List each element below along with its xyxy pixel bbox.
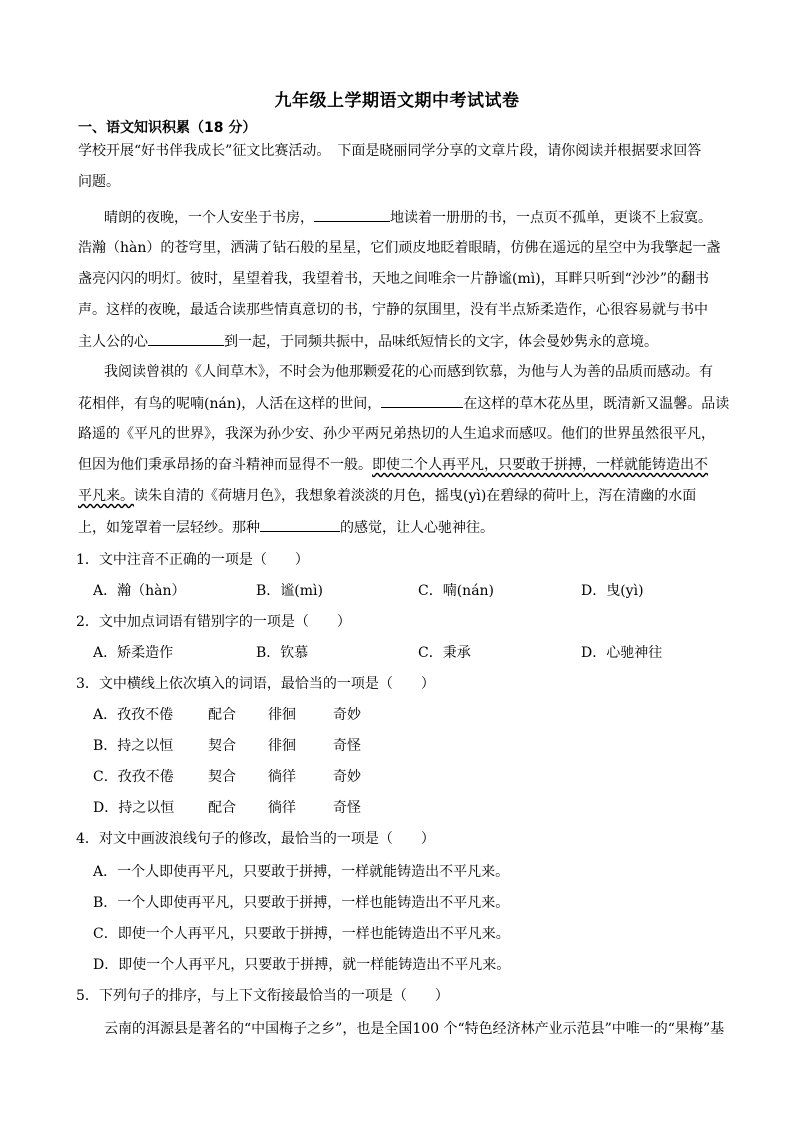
answer-option[interactable]: C．秉承 xyxy=(418,645,471,661)
intro-line: 学校开展“好书伴我成长”征文比赛活动。 下面是晓丽同学分享的文章片段，请你阅读并根据要求回答 xyxy=(78,143,702,159)
passage-text: 的感觉，让人心驰神往。 xyxy=(340,520,494,536)
passage-line: 我阅读曾祺的《人间草木》，不时会为他那颗爱花的心而感到钦慕，为他与人为善的品质而感动。有 xyxy=(104,364,713,380)
question-stem: 4．对文中画波浪线句子的修改，最恰当的一项是（ ） xyxy=(76,831,435,847)
fill-blank xyxy=(381,393,463,408)
option-word: 配合 xyxy=(208,707,236,723)
question-stem: 5．下列句子的排序，与上下文衔接最恰当的一项是（ ） xyxy=(76,988,449,1004)
passage-text: 在这样的草木花丛里，既清新又温馨。品读 xyxy=(463,396,730,412)
passage-line xyxy=(104,207,712,228)
question-stem: 3．文中横线上依次填入的词语，最恰当的一项是（ ） xyxy=(76,676,435,692)
passage-line: 浩瀚（hàn）的苍穹里，洒满了钻石般的星星，它们顽皮地眨着眼睛，仿佛在遥远的星空中为我擎起一盏 xyxy=(78,240,721,256)
answer-option[interactable]: B．谧(mì) xyxy=(256,583,323,599)
passage-line xyxy=(78,331,658,352)
section-heading: 一、语文知识积累（18 分） xyxy=(78,120,257,136)
passage-text: 地读着一册册的书，一点页不孤单，更谈不上寂寞。 xyxy=(390,210,712,226)
passage-line xyxy=(78,517,494,538)
passage-text: 晴朗的夜晚，一个人安坐于书房， xyxy=(104,210,314,226)
answer-option[interactable]: A．瀚（hàn） xyxy=(93,583,186,599)
answer-option-row[interactable] xyxy=(93,736,361,756)
option-word: 徜徉 xyxy=(268,800,296,816)
question-stem: 2．文中加点词语有错别字的一项是（ ） xyxy=(76,614,351,630)
answer-option[interactable]: C．喃(nán) xyxy=(418,583,495,599)
option-word: D．持之以恒 xyxy=(93,800,175,816)
page-title: 九年级上学期语文期中考试试卷 xyxy=(274,91,520,111)
option-word: B．持之以恒 xyxy=(93,738,174,754)
option-word: 奇怪 xyxy=(333,800,361,816)
option-word: 奇怪 xyxy=(333,738,361,754)
fill-blank xyxy=(314,207,390,222)
wavy-underlined-sentence: 即使二个人再平凡，只要敢于拼搏，一样就能铸造出不 xyxy=(372,457,708,473)
passage-text: 主人公的心 xyxy=(78,334,148,350)
option-word: 配合 xyxy=(208,800,236,816)
answer-option-row[interactable] xyxy=(93,798,361,818)
passage-text: 但因为他们秉承昂扬的奋斗精神而显得不一般。 xyxy=(78,457,372,473)
passage-line xyxy=(78,393,729,414)
answer-option[interactable]: B．钦慕 xyxy=(256,645,309,661)
option-word: A．孜孜不倦 xyxy=(93,707,174,723)
passage-text: 到一起，于同频共振中，品味纸短情长的文字，体会曼妙隽永的意境。 xyxy=(224,334,658,350)
passage-text: 读朱自清的《荷塘月色》，我想象着淡淡的月色，摇曳(yì)在碧绿的荷叶上，泻在清幽的水面 xyxy=(134,488,697,504)
answer-option-row[interactable] xyxy=(93,705,361,725)
question-stem: 1．文中注音不正确的一项是（ ） xyxy=(76,552,309,568)
passage-line: 云南的洱源县是著名的“中国梅子之乡”，也是全国100 个“特色经济林产业示范县”中唯一的“果梅”基 xyxy=(104,1021,725,1037)
option-word: 奇妙 xyxy=(333,769,361,785)
passage-text: 花相伴，有鸟的呢喃(nán)，人活在这样的世间， xyxy=(78,396,382,412)
passage-text: 上，如笼罩着一层轻纱。那种 xyxy=(78,520,260,536)
option-word: 契合 xyxy=(208,738,236,754)
answer-option[interactable]: D．心驰神往 xyxy=(581,645,663,661)
answer-option[interactable]: D．曳(yì) xyxy=(581,583,644,599)
intro-line: 问题。 xyxy=(78,174,120,190)
passage-line: 盏亮闪闪的明灯。彼时，星望着我，我望着书，天地之间唯余一片静谧(mì)，耳畔只听到“沙沙”的翻书 xyxy=(78,271,709,287)
option-word: 奇妙 xyxy=(333,707,361,723)
answer-option-row[interactable] xyxy=(93,767,361,787)
option-word: 契合 xyxy=(208,769,236,785)
answer-option[interactable]: A．矫柔造作 xyxy=(93,645,174,661)
passage-line: 路遥的《平凡的世界》，我深为孙少安、孙少平两兄弟热切的人生追求而感叹。他们的世界虽然很平凡， xyxy=(78,426,715,442)
answer-option[interactable]: D．即使一个人再平凡，只要敢于拼搏，就一样能铸造出不平凡来。 xyxy=(93,957,511,973)
option-word: 徜徉 xyxy=(268,769,296,785)
option-word: 徘徊 xyxy=(268,707,296,723)
passage-line: 声。这样的夜晚，最适合读那些情真意切的书，宁静的氛围里，没有半点矫柔造作，心很容易就与书中 xyxy=(78,302,708,318)
fill-blank xyxy=(148,331,224,346)
option-word: C．孜孜不倦 xyxy=(93,769,174,785)
answer-option[interactable]: B．一个人即使再平凡，只要敢于拼搏，一样也能铸造出不平凡来。 xyxy=(93,895,510,911)
fill-blank xyxy=(260,517,340,532)
option-word: 徘徊 xyxy=(268,738,296,754)
answer-option[interactable]: C．即使一个人再平凡，只要敢于拼搏，一样也能铸造出不平凡来。 xyxy=(93,926,510,942)
passage-line xyxy=(78,455,708,475)
wavy-underlined-sentence: 平凡来。 xyxy=(78,488,134,504)
passage-line xyxy=(78,486,696,506)
answer-option[interactable]: A．一个人即使再平凡，只要敢于拼搏，一样就能铸造出不平凡来。 xyxy=(93,864,510,880)
